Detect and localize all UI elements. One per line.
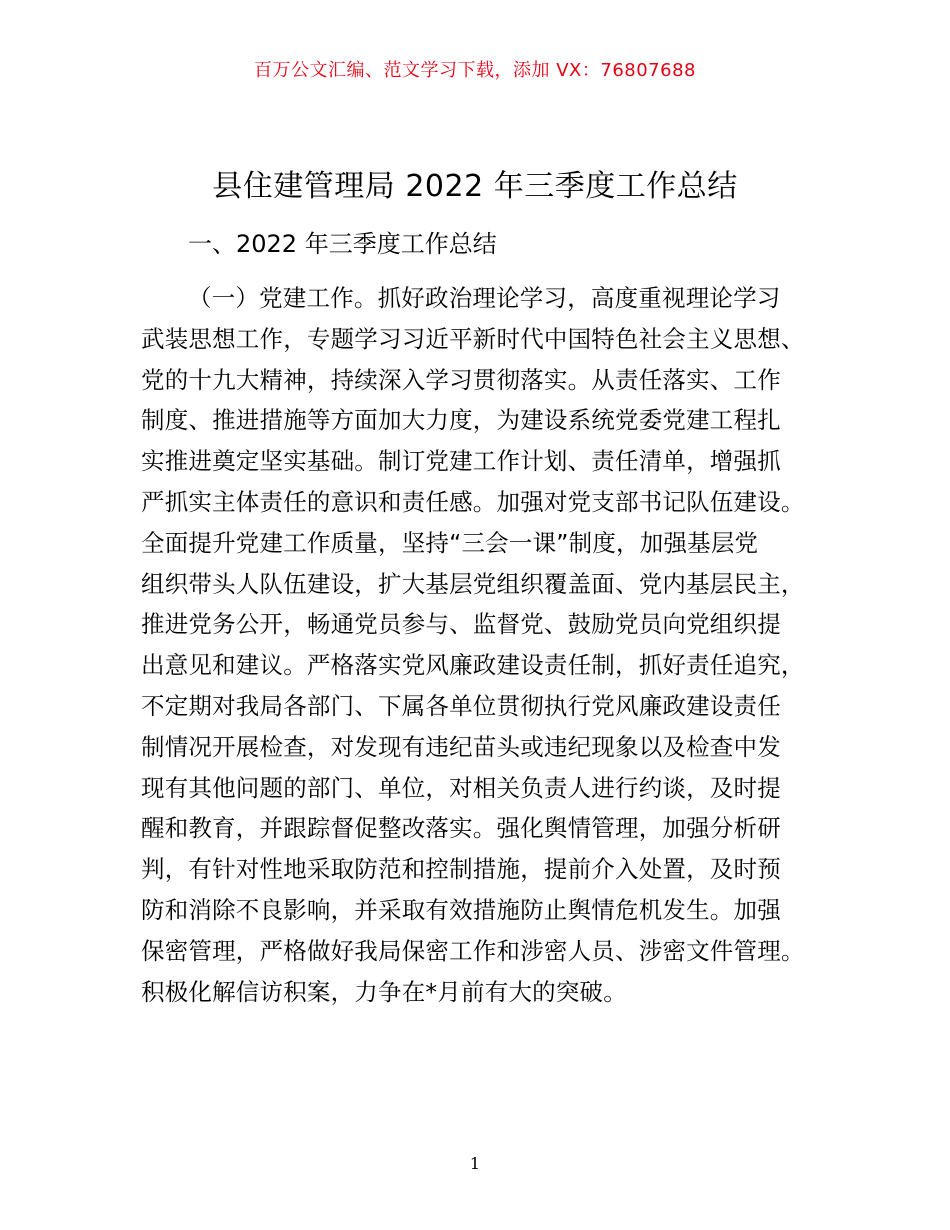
paragraph-line: 判，有针对性地采取防范和控制措施，提前介入处置，及时预 xyxy=(141,855,781,884)
paragraph-line: 醒和教育，并跟踪督促整改落实。强化舆情管理，加强分析研 xyxy=(141,814,781,843)
paragraph-line: 制度、推进措施等方面加大力度，为建设系统党委党建工程扎 xyxy=(141,406,781,435)
paragraph-line: 实推进奠定坚实基础。制订党建工作计划、责任清单，增强抓 xyxy=(141,447,781,476)
body-paragraph xyxy=(141,278,831,1012)
paragraph-line: 现有其他问题的部门、单位，对相关负责人进行约谈，及时提 xyxy=(141,773,781,802)
header-banner: 百万公文汇编、范文学习下载，添加 VX：76807688 xyxy=(254,60,696,81)
paragraph-line: （一）党建工作。抓好政治理论学习，高度重视理论学习 xyxy=(188,284,781,312)
paragraph-line: 全面提升党建工作质量，坚持“三会一课”制度，加强基层党 xyxy=(141,528,759,557)
page-number: 1 xyxy=(469,1154,481,1173)
paragraph-line: 保密管理，严格做好我局保密工作和涉密人员、涉密文件管理。 xyxy=(141,936,805,965)
section-heading: 一、2022 年三季度工作总结 xyxy=(188,230,497,258)
paragraph-line: 不定期对我局各部门、下属各单位贯彻执行党风廉政建设责任 xyxy=(141,691,781,720)
paragraph-line: 武装思想工作，专题学习习近平新时代中国特色社会主义思想、 xyxy=(141,324,805,353)
paragraph-line: 出意见和建议。严格落实党风廉政建设责任制，抓好责任追究， xyxy=(141,651,805,680)
paragraph-line: 严抓实主体责任的意识和责任感。加强对党支部书记队伍建设。 xyxy=(141,487,805,516)
paragraph-line: 防和消除不良影响，并采取有效措施防止舆情危机发生。加强 xyxy=(141,895,781,924)
paragraph-line: 制情况开展检查，对发现有违纪苗头或违纪现象以及检查中发 xyxy=(141,732,781,761)
paragraph-line: 推进党务公开，畅通党员参与、监督党、鼓励党员向党组织提 xyxy=(141,610,781,639)
paragraph-line: 积极化解信访积案，力争在*月前有大的突破。 xyxy=(141,977,627,1006)
paragraph-line: 组织带头人队伍建设，扩大基层党组织覆盖面、党内基层民主， xyxy=(141,569,805,598)
document-title: 县住建管理局 2022 年三季度工作总结 xyxy=(212,169,738,204)
paragraph-line: 党的十九大精神，持续深入学习贯彻落实。从责任落实、工作 xyxy=(141,365,781,394)
